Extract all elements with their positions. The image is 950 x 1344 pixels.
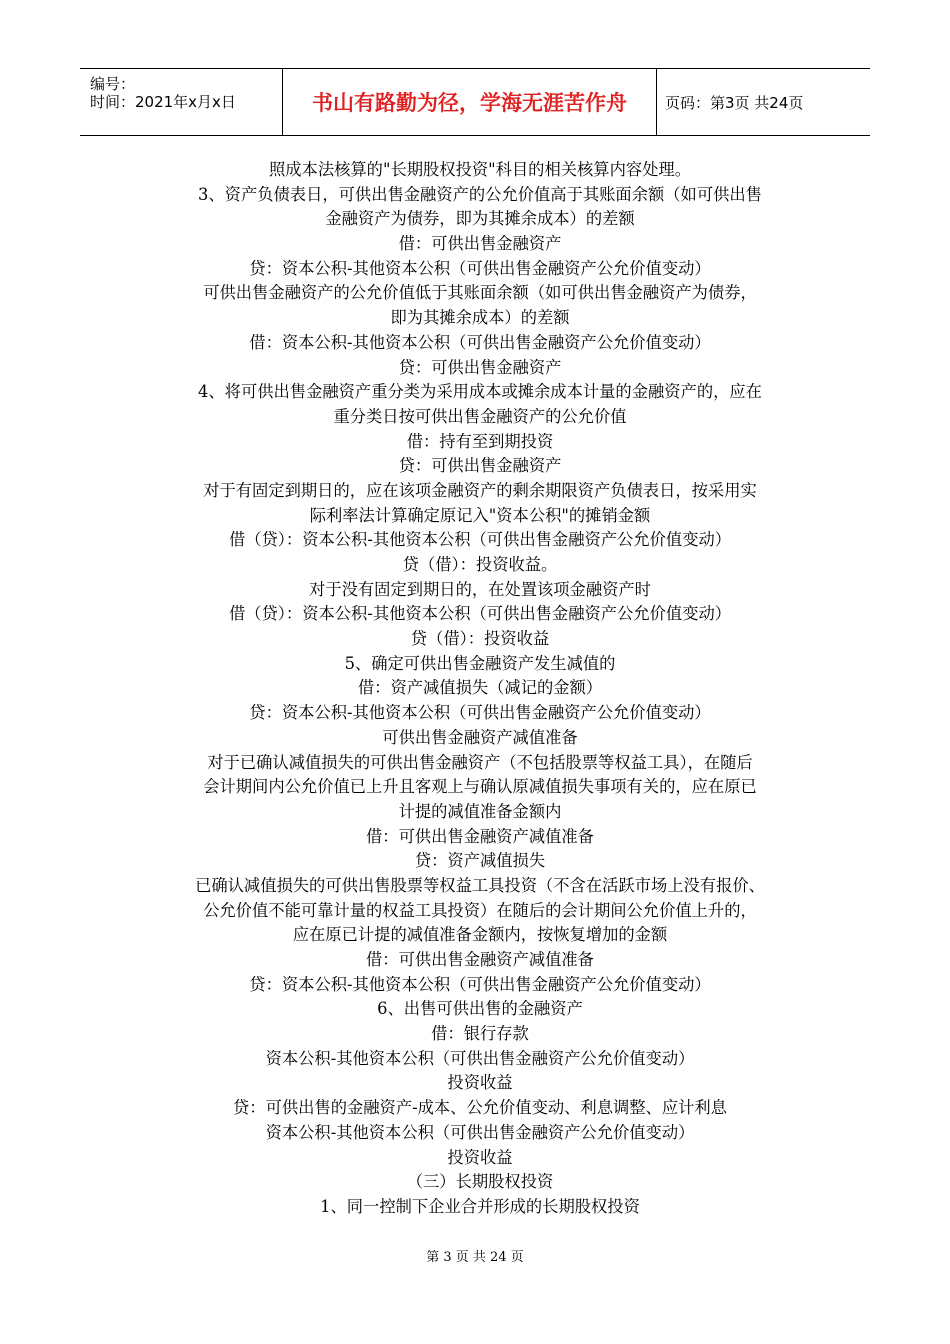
text-line: 可供出售金融资产减值准备 xyxy=(382,727,578,747)
text-line: 贷：资产减值损失 xyxy=(414,851,546,871)
text-line: 3、资产负债表日，可供出售金融资产的公允价值高于其账面余额（如可供出售 xyxy=(198,184,762,204)
text-line: 借：可供出售金融资产减值准备 xyxy=(366,950,594,969)
text-line: 际利率法计算确定原记入"资本公积"的摊销金额 xyxy=(309,505,651,525)
text-line: 贷：可供出售的金融资产-成本、公允价值变动、利息调整、应计利息 xyxy=(233,1098,727,1118)
text-line: 贷（借）：投资收益。 xyxy=(402,555,558,574)
text-line: 会计期间内公允价值已上升且客观上与确认原减值损失事项有关的，应在原已 xyxy=(203,777,757,797)
text-line: 即为其摊余成本）的差额 xyxy=(390,308,570,328)
text-line: 借：银行存款 xyxy=(431,1024,529,1044)
text-line: 应在原已计提的减值准备金额内，按恢复增加的金额 xyxy=(292,925,668,945)
page-header xyxy=(80,68,870,136)
text-line: 贷：可供出售金融资产 xyxy=(398,456,562,476)
text-line: 投资收益 xyxy=(447,1073,513,1093)
text-line: 已确认减值损失的可供出售股票等权益工具投资（不含在活跃市场上没有报价、 xyxy=(195,875,765,895)
text-line: 借：可供出售金融资产减值准备 xyxy=(366,826,594,846)
time-label: 时间：2021年x月x日 xyxy=(90,93,236,111)
text-line: 贷：资本公积-其他资本公积（可供出售金融资产公允价值变动） xyxy=(249,258,711,278)
text-line: 借：资本公积-其他资本公积（可供出售金融资产公允价值变动） xyxy=(249,332,711,352)
text-line: 公允价值不能可靠计量的权益工具投资）在随后的会计期间公允价值上升的， xyxy=(203,900,757,920)
text-line: 贷：可供出售金融资产 xyxy=(398,357,562,377)
code-label: 编号： xyxy=(90,75,136,93)
text-line: 对于没有固定到期日的，在处置该项金融资产时 xyxy=(309,579,651,599)
header-page-info: 页码：第3页 共24页 xyxy=(665,93,804,112)
text-line: 照成本法核算的"长期股权投资"科目的相关核算内容处理。 xyxy=(268,160,691,179)
header-motto: 书山有路勤为径，学海无涯苦作舟 xyxy=(282,69,657,135)
text-line: 资本公积-其他资本公积（可供出售金融资产公允价值变动） xyxy=(265,1048,695,1068)
text-line: 投资收益 xyxy=(447,1147,513,1167)
text-line: 借：持有至到期投资 xyxy=(406,431,554,451)
text-line: 借：资产减值损失（减记的金额） xyxy=(357,678,603,698)
text-line: 借（贷）：资本公积-其他资本公积（可供出售金融资产公允价值变动） xyxy=(228,530,732,550)
text-line: 借：可供出售金融资产 xyxy=(398,234,562,254)
text-line: 6、出售可供出售的金融资产 xyxy=(377,999,583,1019)
text-line: 重分类日按可供出售金融资产的公允价值 xyxy=(333,406,627,426)
text-line: 1、同一控制下企业合并形成的长期股权投资 xyxy=(320,1196,640,1216)
text-line: 4、将可供出售金融资产重分类为采用成本或摊余成本计量的金融资产的，应在 xyxy=(198,382,762,402)
document-body xyxy=(130,158,830,1220)
text-line: 计提的减值准备金额内 xyxy=(398,801,562,821)
text-line: 资本公积-其他资本公积（可供出售金融资产公允价值变动） xyxy=(265,1122,695,1142)
header-meta xyxy=(80,69,282,135)
text-line: 5、确定可供出售金融资产发生减值的 xyxy=(344,653,616,673)
text-line: （三）长期股权投资 xyxy=(406,1172,554,1192)
text-line: 对于已确认减值损失的可供出售金融资产（不包括股票等权益工具），在随后 xyxy=(207,752,753,772)
text-line: 贷（借）：投资收益 xyxy=(410,629,550,649)
text-line: 可供出售金融资产的公允价值低于其账面余额（如可供出售金融资产为债券， xyxy=(203,283,757,303)
text-line: 贷：资本公积-其他资本公积（可供出售金融资产公允价值变动） xyxy=(249,974,711,994)
text-line: 对于有固定到期日的，应在该项金融资产的剩余期限资产负债表日，按采用实 xyxy=(203,480,757,500)
text-line: 金融资产为债券，即为其摊余成本）的差额 xyxy=(325,209,635,229)
text-line: 借（贷）：资本公积-其他资本公积（可供出售金融资产公允价值变动） xyxy=(228,604,732,624)
page-footer: 第 3 页 共 24 页 xyxy=(426,1250,524,1265)
text-line: 贷：资本公积-其他资本公积（可供出售金融资产公允价值变动） xyxy=(249,703,711,723)
